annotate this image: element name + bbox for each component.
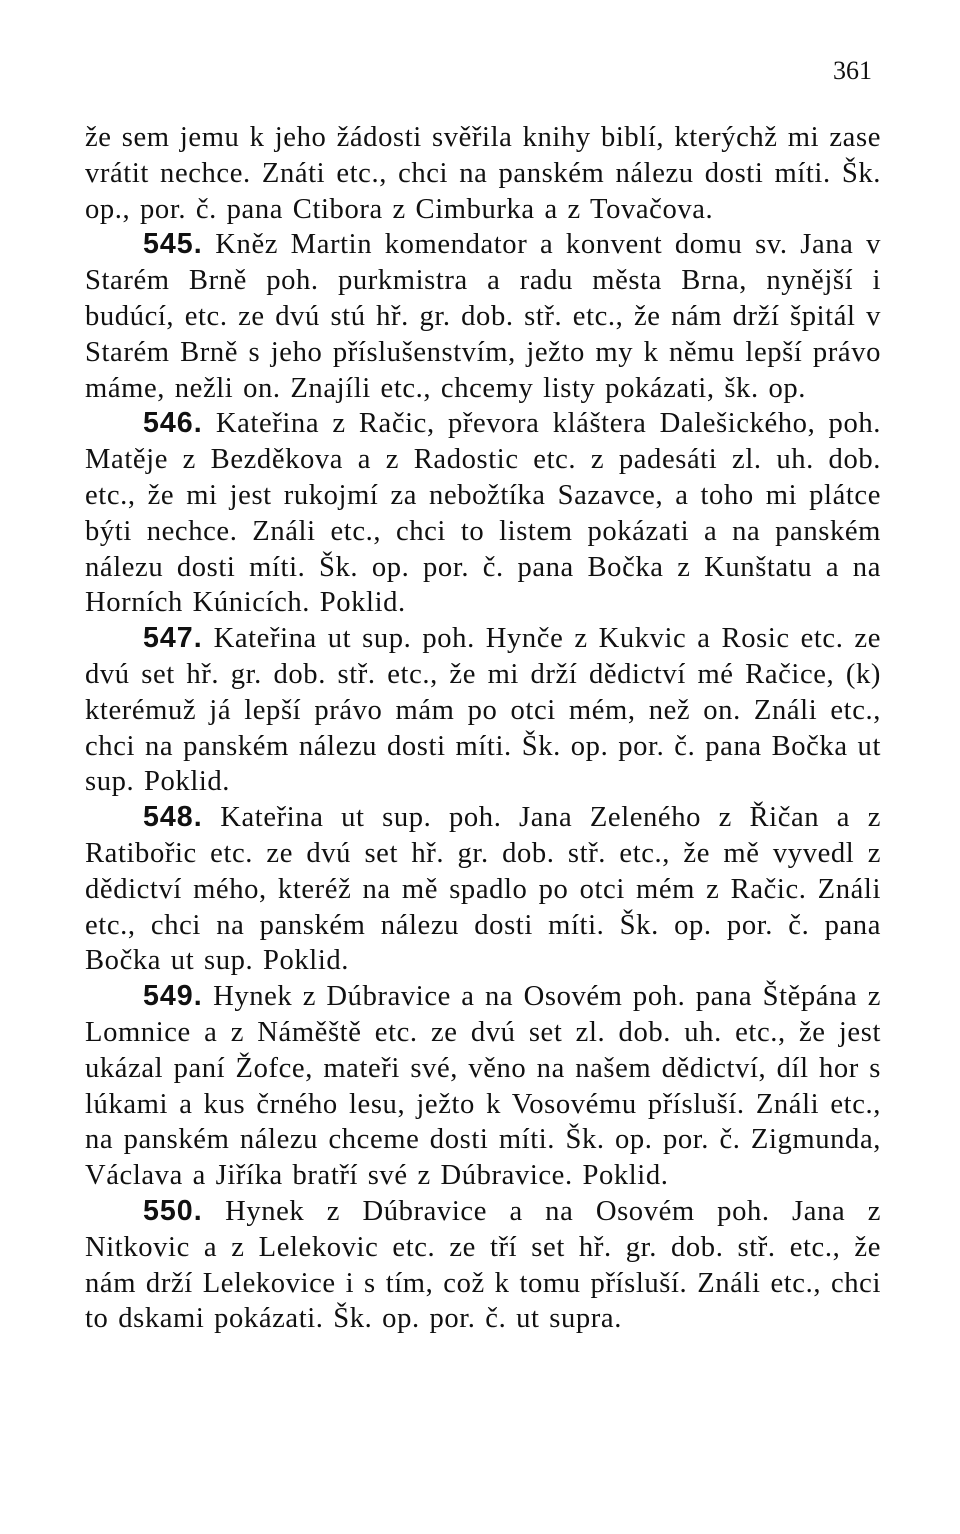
entry-number: 546.: [143, 407, 203, 440]
entry-545: [85, 227, 881, 406]
page-number: 361: [833, 56, 872, 85]
entry-number: 549.: [143, 980, 203, 1013]
entry-547: [85, 621, 881, 800]
entry-text: Hynek z Dúbravice a na Osovém poh. Jana z Nitkovic a z Lelekovic etc. ze tří set hř. gr. dob. stř. etc., že nám drží Lelekovice i s tím, což k tomu přísluší. Ználi etc., chci to dskami pokázati. Šk. op. por. č. ut supra.: [85, 1195, 881, 1335]
entry-550: [85, 1194, 881, 1337]
entry-549: [85, 979, 881, 1194]
entry-continuation: [85, 120, 881, 227]
entry-text: Kateřina ut sup. poh. Jana Zeleného z Řičan a z Ratibořic etc. ze dvú set hř. gr. dob. stř. etc., že mě vyvedl z dědictví mého, kteréž na mě spadlo po otci mém z Račic. Ználi etc., chci na panském nálezu dosti míti. Šk. op. por. č. pana Bočka ut sup. Poklid.: [85, 802, 881, 977]
entry-text: Kateřina z Račic, převora kláštera Dalešického, poh. Matěje z Bezděkova a z Radostic etc. z padesáti zl. uh. dob. etc., že mi jest rukojmí za nebožtíka Sazavce, a toho mi plátce býti nechce. Ználi etc., chci to listem pokázati a na panském nálezu dosti míti. Šk. op. por. č. pana Bočka z Kunštatu a na Horních Kúnicích. Poklid.: [85, 408, 881, 619]
text-body: [85, 120, 881, 1337]
entry-number: 548.: [143, 801, 203, 834]
entry-text: Hynek z Dúbravice a na Osovém poh. pana Štěpána z Lomnice a z Náměště etc. ze dvú set zl. dob. uh. etc., že jest ukázal paní Žofce, mateři své, věno na našem dědictví, díl hor s lúkami a kus črného lesu, ježto k Vosovému přísluší. Ználi etc., na panském nálezu chceme dosti míti. Šk. op. por. č. Zigmunda, Václava a Jiříka bratří své z Dúbravice. Poklid.: [85, 981, 881, 1192]
entry-546: [85, 406, 881, 621]
entry-number: 547.: [143, 622, 203, 655]
entry-text: že sem jemu k jeho žádosti svěřila knihy biblí, kterýchž mi zase vrátit nechce. Znáti etc., chci na panském nálezu dosti míti. Šk. op., por. č. pana Ctibora z Cimburka a z Tovačova.: [85, 122, 881, 225]
entry-number: 550.: [143, 1194, 203, 1227]
entry-text: Kněz Martin komendator a konvent domu sv. Jana v Starém Brně poh. purkmistra a radu města Brna, nynější i budúcí, etc. ze dvú stú hř. gr. dob. stř. etc., že nám drží špitál v Starém Brně s jeho příslušenstvím, ježto my k němu lepší právo máme, nežli on. Znajíli etc., chcemy listy pokázati, šk. op.: [85, 229, 881, 404]
entry-number: 545.: [143, 228, 203, 261]
entry-548: [85, 800, 881, 979]
entry-text: Kateřina ut sup. poh. Hynče z Kukvic a Rosic etc. ze dvú set hř. gr. dob. stř. etc., že mi drží dědictví mé Račice, (k) kterémuž já lepší právo mám po otci mém, než on. Ználi etc., chci na panském nálezu dosti míti. Šk. op. por. č. pana Bočka ut sup. Poklid.: [85, 623, 881, 798]
